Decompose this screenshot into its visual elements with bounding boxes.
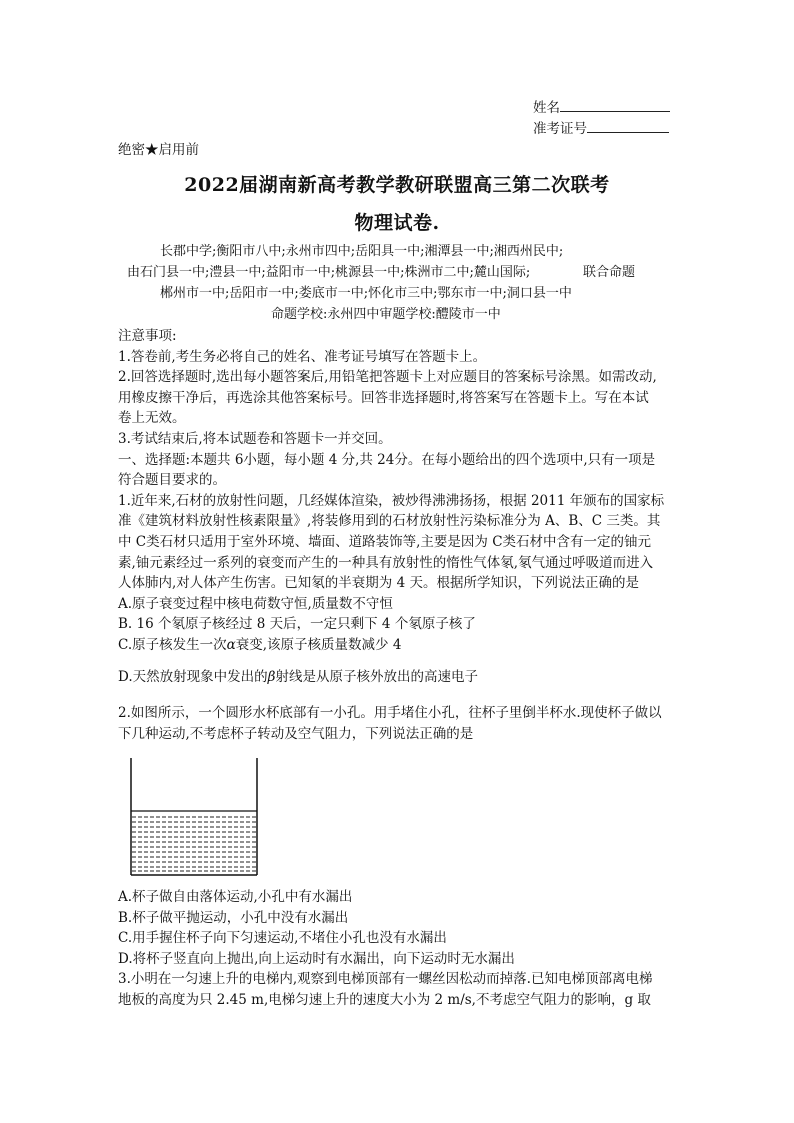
section1-line-2: 符合题目要求的。 [118, 472, 226, 489]
q2-stem [118, 703, 674, 744]
q1-line-3: 中 C类石材只适用于室外环境、墙面、道路装饰等,主要是因为 C类石材中含有一定的铀元 [118, 533, 652, 550]
q2-line-1: 2.如图所示，一个圆形水杯底部有一小孔。用手堵住小孔，往杯子里倒半杯水.现使杯子做以 [118, 705, 662, 721]
water-cup-figure [124, 754, 264, 880]
notice-and-questions [118, 326, 674, 656]
q3-line-2: 地板的高度为只 2.45 m,电梯匀速上升的速度大小为 2 m/s,不考虑空气阻力的影响，g 取 [118, 991, 651, 1008]
q2-options-and-q3 [118, 887, 674, 1011]
name-label: 姓名 [533, 100, 560, 116]
joint-label: 联合命题 [583, 265, 636, 280]
schools-line-2: 由石门县一中;澧县一中;益阳市一中;桃源县一中;株洲市二中;麓山国际; [127, 265, 531, 280]
q1-option-a: A.原子衰变过程中核电荷数守恒,质量数不守恒 [118, 595, 393, 612]
q1-option-d-rest: 射线是从原子核外放出的高速电子 [275, 669, 478, 685]
q1-option-c-text: C.原子核发生一次 [118, 636, 227, 653]
proposing-schools: 命题学校:永州四中审题学校:醴陵市一中 [271, 307, 501, 322]
q1-line-2: 准《建筑材料放射性核素限量》,将装修用到的石材放射性污染标准分为 A、B、C 三类。其 [118, 513, 661, 530]
schools-line-3: 郴州市一中;岳阳市一中;娄底市一中;怀化市三中;鄂东市一中;洞口县一中 [160, 286, 572, 301]
exam-id-label: 准考证号 [533, 121, 587, 137]
exam-subtitle: 物理试卷. [354, 212, 440, 234]
name-field [533, 97, 670, 118]
confidential-mark: 绝密★启用前 [118, 142, 199, 158]
q1-option-c-rest: 衰变,该原子核质量数减少 4 [235, 636, 402, 653]
q2-line-2: 下几种运动,不考虑杯子转动及空气阻力，下列说法正确的是 [118, 725, 474, 742]
q2-option-c: C.用手握住杯子向下匀速运动,不堵住小孔也没有水漏出 [118, 930, 447, 947]
q2-option-a: A.杯子做自由落体运动,小孔中有水漏出 [118, 889, 353, 905]
exam-id-field [533, 118, 669, 139]
q1-option-c [118, 635, 674, 656]
alpha-symbol: α [226, 636, 236, 653]
q1-option-d [118, 667, 674, 688]
notice-item-2a: 2.回答选择题时,选出每小题答案后,用铅笔把答题卡上对应题目的答案标号涂黑。如需改动, [118, 369, 657, 386]
beta-symbol: β [267, 669, 276, 685]
exam-id-blank-line [587, 118, 669, 133]
notice-item-2b: 用橡皮擦干净后，再选涂其他答案标号。回答非选择题时,将答案写在答题卡上。写在本试 [118, 389, 649, 406]
section1-line-1: 一、选择题:本题共 6小题，每小题 4 分,共 24分。在每小题给出的四个选项中,只有一项是 [118, 451, 656, 468]
notice-item-2c: 卷上无效。 [118, 410, 186, 427]
name-blank-line [560, 97, 670, 112]
q1-option-d-text: D.天然放射现象中发出的 [118, 669, 268, 685]
q2-option-b: B.杯子做平抛运动，小孔中没有水漏出 [118, 909, 349, 926]
q1-line-5: 人体肺内,对人体产生伤害。已知氡的半衰期为 4 天。根据所学知识，下列说法正确的是 [118, 575, 639, 592]
notice-heading: 注意事项: [118, 328, 177, 344]
q1-line-4: 素,铀元素经过一系列的衰变而产生的一种具有放射性的惰性气体氡,氡气通过呼吸道而进入 [118, 554, 654, 571]
notice-item-3: 3.考试结束后,将本试题卷和答题卡一并交回。 [118, 430, 392, 447]
q1-line-1: 1.近年来,石材的放射性问题，几经媒体渲染，被炒得沸沸扬扬，根据 2011 年颁布的国家标 [118, 492, 665, 509]
schools-line-1: 长郡中学;衡阳市八中;永州市四中;岳阳具一中;湘潭县一中;湘西州民中; [160, 244, 564, 259]
exam-title: 2022届湖南新高考教学教研联盟高三第二次联考 [184, 174, 610, 196]
q3-line-1: 3.小明在一匀速上升的电梯内,观察到电梯顶部有一螺丝因松动而掉落.已知电梯顶部离电梯 [118, 971, 653, 988]
q1-option-b: B. 16 个氡原子核经过 8 天后，一定只剩下 4 个氡原子核了 [118, 616, 476, 633]
q2-option-d: D.将杯子竖直向上抛出,向上运动时有水漏出，向下运动时无水漏出 [118, 950, 515, 967]
notice-item-1: 1.答卷前,考生务必将自己的姓名、准考证号填写在答题卡上。 [118, 348, 487, 365]
